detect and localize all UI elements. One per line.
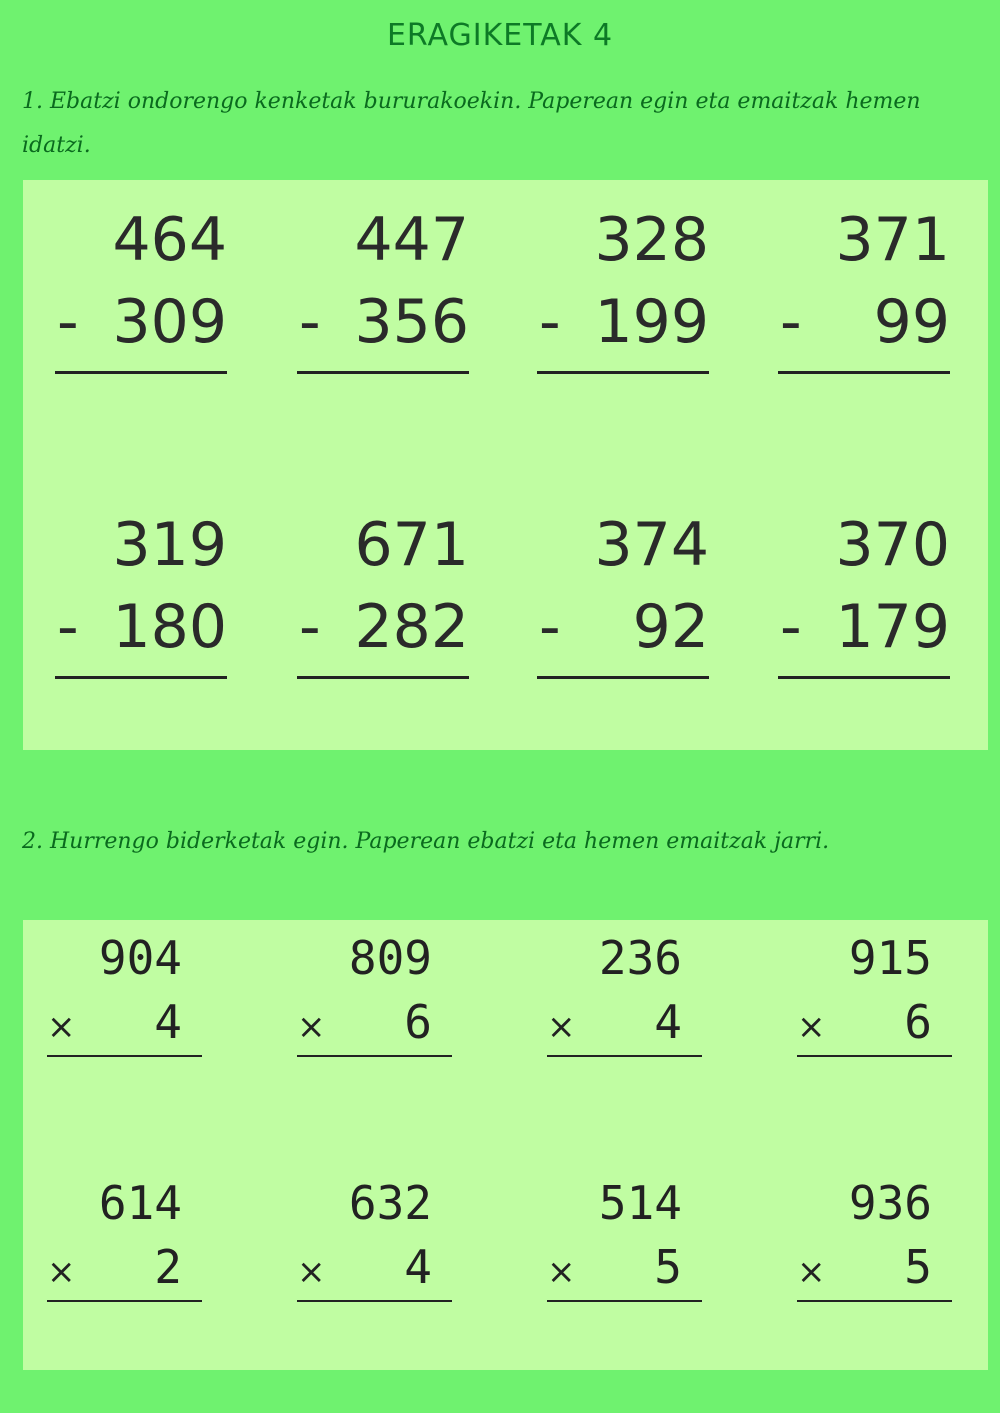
operand-bottom: 92: [632, 592, 709, 662]
answer-line: [55, 371, 227, 374]
operand-bottom: 356: [354, 287, 469, 357]
answer-line: [47, 1300, 202, 1302]
times-sign: ×: [297, 1007, 326, 1047]
answer-line: [547, 1055, 702, 1057]
times-sign: ×: [297, 1252, 326, 1292]
minus-sign: -: [780, 287, 802, 357]
operand-top: 319: [112, 510, 227, 580]
answer-line: [537, 371, 709, 374]
operand-bottom: 309: [112, 287, 227, 357]
operand-top: 915: [848, 931, 932, 985]
times-sign: ×: [797, 1007, 826, 1047]
operand-top: 370: [835, 510, 950, 580]
operand-bottom: 5: [904, 1240, 932, 1294]
answer-line: [547, 1300, 702, 1302]
operand-top: 904: [98, 931, 182, 985]
subtraction-6: [297, 510, 469, 690]
operand-bottom: 2: [154, 1240, 182, 1294]
times-sign: ×: [797, 1252, 826, 1292]
operand-top: 671: [354, 510, 469, 580]
operand-top: 809: [348, 931, 432, 985]
answer-line: [797, 1300, 952, 1302]
times-sign: ×: [547, 1252, 576, 1292]
answer-line: [778, 371, 950, 374]
operand-top: 447: [354, 205, 469, 275]
minus-sign: -: [57, 592, 79, 662]
operand-top: 374: [594, 510, 709, 580]
subtraction-3: [537, 205, 709, 385]
multiplication-8: [797, 1175, 952, 1355]
operand-top: 632: [348, 1176, 432, 1230]
answer-line: [797, 1055, 952, 1057]
minus-sign: -: [57, 287, 79, 357]
minus-sign: -: [539, 592, 561, 662]
instruction-1: 1. Ebatzi ondorengo kenketak bururakoekin. Paperean egin eta emaitzak hemen idatzi.: [22, 89, 921, 158]
minus-sign: -: [780, 592, 802, 662]
subtraction-4: [778, 205, 950, 385]
answer-line: [47, 1055, 202, 1057]
answer-line: [297, 1300, 452, 1302]
answer-line: [537, 676, 709, 679]
answer-line: [297, 371, 469, 374]
multiplication-6: [297, 1175, 452, 1355]
times-sign: ×: [47, 1007, 76, 1047]
subtraction-5: [55, 510, 227, 690]
subtraction-1: [55, 205, 227, 385]
operand-bottom: 4: [404, 1240, 432, 1294]
answer-line: [778, 676, 950, 679]
operand-top: 514: [598, 1176, 682, 1230]
subtraction-2: [297, 205, 469, 385]
answer-line: [55, 676, 227, 679]
operand-bottom: 179: [835, 592, 950, 662]
operand-bottom: 180: [112, 592, 227, 662]
operand-bottom: 199: [594, 287, 709, 357]
operand-bottom: 6: [404, 995, 432, 1049]
multiplication-4: [797, 930, 952, 1110]
multiplication-2: [297, 930, 452, 1110]
page-title: ERAGIKETAK 4: [386, 18, 614, 53]
operand-top: 328: [594, 205, 709, 275]
multiplication-1: [47, 930, 202, 1110]
times-sign: ×: [47, 1252, 76, 1292]
minus-sign: -: [539, 287, 561, 357]
multiplication-5: [47, 1175, 202, 1355]
times-sign: ×: [547, 1007, 576, 1047]
subtraction-7: [537, 510, 709, 690]
subtraction-8: [778, 510, 950, 690]
answer-line: [297, 1055, 452, 1057]
minus-sign: -: [299, 592, 321, 662]
operand-top: 464: [112, 205, 227, 275]
minus-sign: -: [299, 287, 321, 357]
operand-bottom: 4: [154, 995, 182, 1049]
operand-bottom: 6: [904, 995, 932, 1049]
operand-bottom: 282: [354, 592, 469, 662]
multiplication-7: [547, 1175, 702, 1355]
operand-bottom: 99: [873, 287, 950, 357]
operand-top: 614: [98, 1176, 182, 1230]
operand-bottom: 5: [654, 1240, 682, 1294]
answer-line: [297, 676, 469, 679]
multiplication-3: [547, 930, 702, 1110]
operand-top: 371: [835, 205, 950, 275]
operand-top: 236: [598, 931, 682, 985]
instruction-2: 2. Hurrengo biderketak egin. Paperean ebatzi eta hemen emaitzak jarri.: [22, 829, 830, 854]
operand-top: 936: [848, 1176, 932, 1230]
operand-bottom: 4: [654, 995, 682, 1049]
